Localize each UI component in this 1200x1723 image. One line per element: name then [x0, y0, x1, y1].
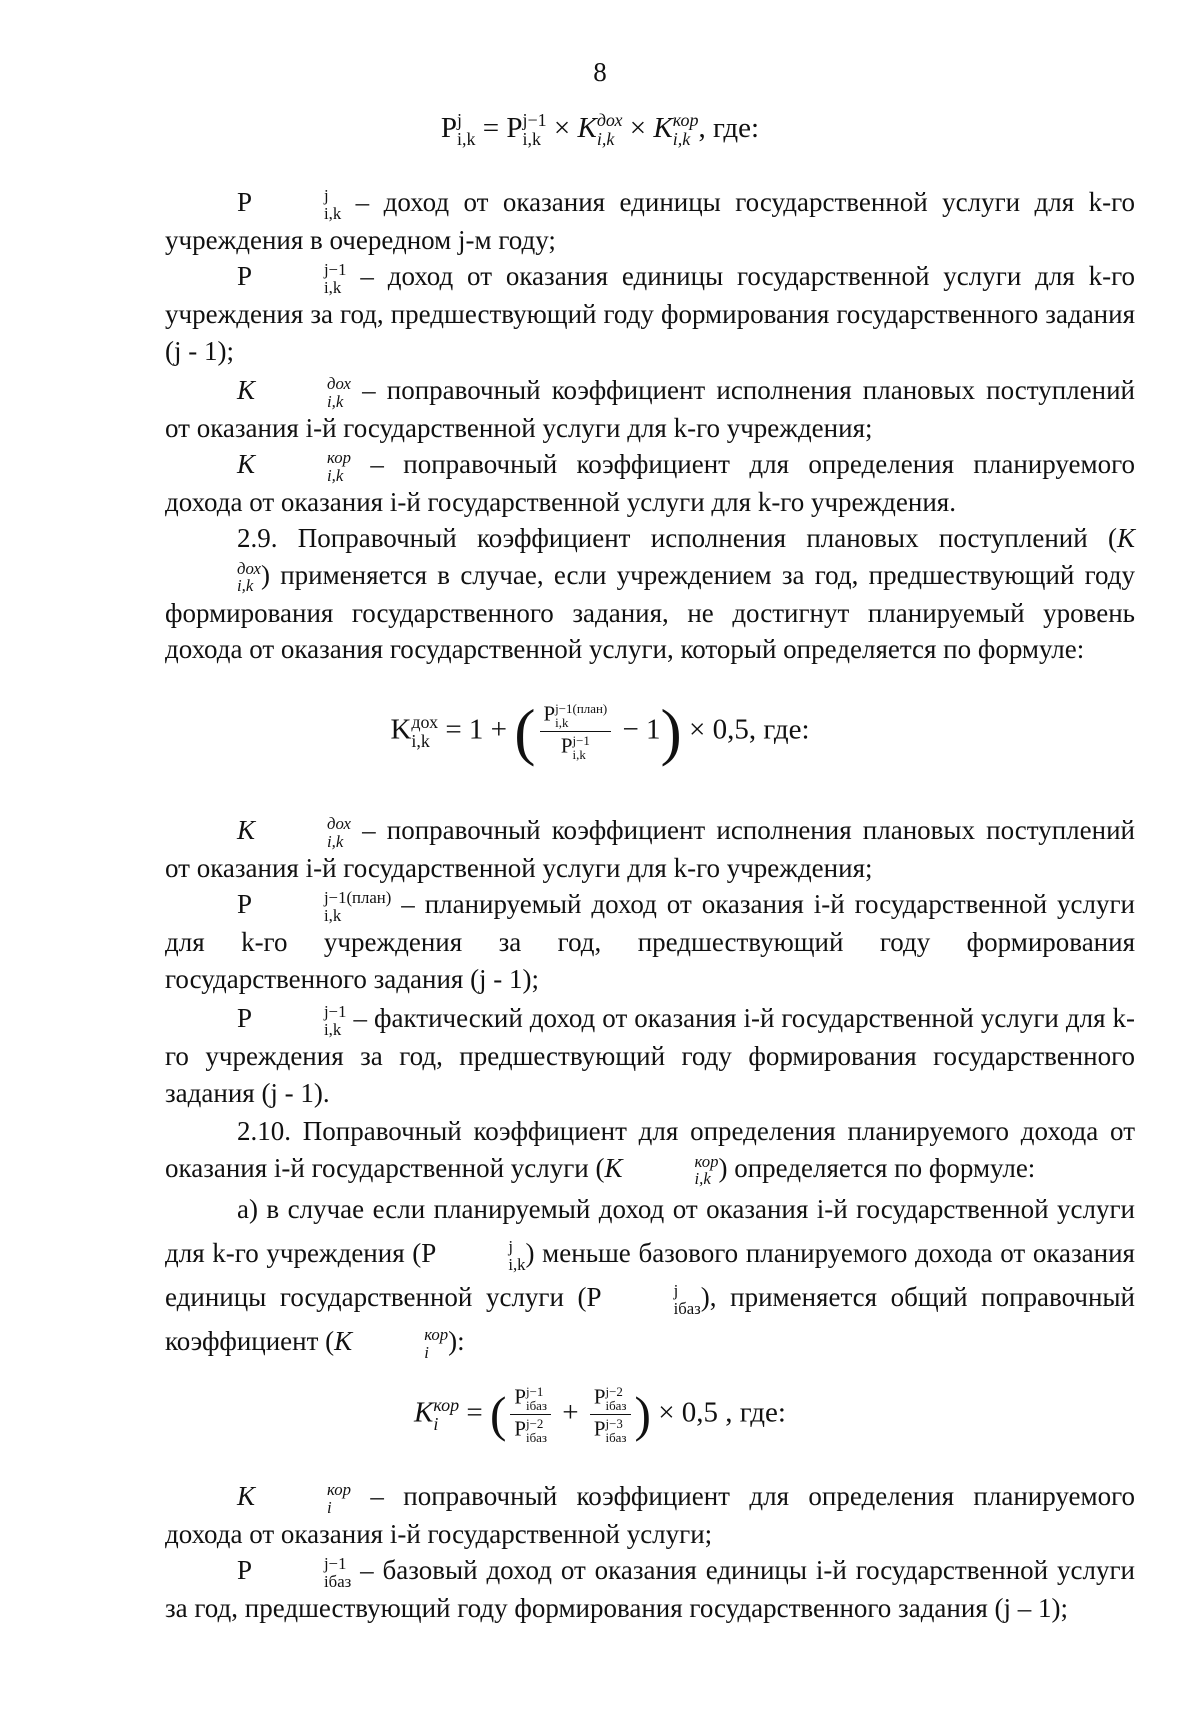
- definition-item: P j−1 iбаз – базовый доход от оказания единицы i-й государственной услуги за год, предшествующий году формирования государственного задания (j – 1);: [165, 1554, 1135, 1624]
- fraction: P j−1 iбаз P j−2 iбаз: [510, 1385, 551, 1444]
- paragraph-a: а) в случае если планируемый доход от оказания i-й государственной услуги для k-го учреждения (P j i,k ) меньше базового планируемого дохода от оказания единицы государственной услуги (P j iбаз ), применяется общий поправочный коэффициент (K кор i ):: [165, 1194, 1136, 1362]
- page-number: 8: [593, 57, 607, 87]
- fraction: P j−2 iбаз P j−3 iбаз: [590, 1385, 631, 1444]
- definition-item: P j−1(план) i,k – планируемый доход от оказания i-й государственной услуги для k-го учреждения за год, предшествующий году формирования государственного задания (j - 1);: [165, 888, 1135, 994]
- definition-item: P j i,k – доход от оказания единицы государственной услуги для k-го учреждения в очередном j-м году;: [165, 186, 1135, 256]
- formula-income: P j i,k = P j−1 i,k × K дох i,k × K кор i,k , где:: [440, 110, 760, 150]
- definition-item: P j−1 i,k – доход от оказания единицы государственной услуги для k-го учреждения за год, предшествующий году формирования государственного задания (j - 1);: [165, 260, 1135, 366]
- definition-item: K кор i,k – поправочный коэффициент для определения планируемого дохода от оказания i-й государственной услуги для k-го учреждения.: [165, 448, 1135, 518]
- paragraph-2-10: 2.10. Поправочный коэффициент для определения планируемого дохода от оказания i-й государственной услуги (K кор i,k ) определяется по формуле:: [165, 1116, 1135, 1189]
- formula-income-coefficient: K дох i,k = 1 + ( P j−1(план) i,k P j−1 i,k − 1) × 0,5, где:: [390, 696, 810, 767]
- definition-item: K дох i,k – поправочный коэффициент исполнения плановых поступлений от оказания i-й государственной услуги для k-го учреждения;: [165, 814, 1135, 884]
- definition-item: K кор i – поправочный коэффициент для определения планируемого дохода от оказания i-й государственной услуги;: [165, 1480, 1135, 1550]
- fraction: P j−1(план) i,k P j−1 i,k: [540, 702, 612, 761]
- formula-correction-coefficient: K кор i = ( P j−1 iбаз P j−2 iбаз + P j−2 iбаз P j−3 iбаз ) × 0,5 , где:: [414, 1384, 786, 1445]
- definition-item: P j−1 i,k – фактический доход от оказания i-й государственной услуги для k-го учреждения за год, предшествующий году формирования государственного задания (j - 1).: [165, 1002, 1135, 1108]
- definition-item: K дох i,k – поправочный коэффициент исполнения плановых поступлений от оказания i-й государственной услуги для k-го учреждения;: [165, 374, 1135, 444]
- paragraph-2-9: 2.9. Поправочный коэффициент исполнения плановых поступлений (K дох i,k ) применяется в случае, если учреждением за год, предшествующий году формирования государственного задания, не достигнут планируемый уровень дохода от оказания государственной услуги, который определяется по формуле:: [165, 523, 1135, 665]
